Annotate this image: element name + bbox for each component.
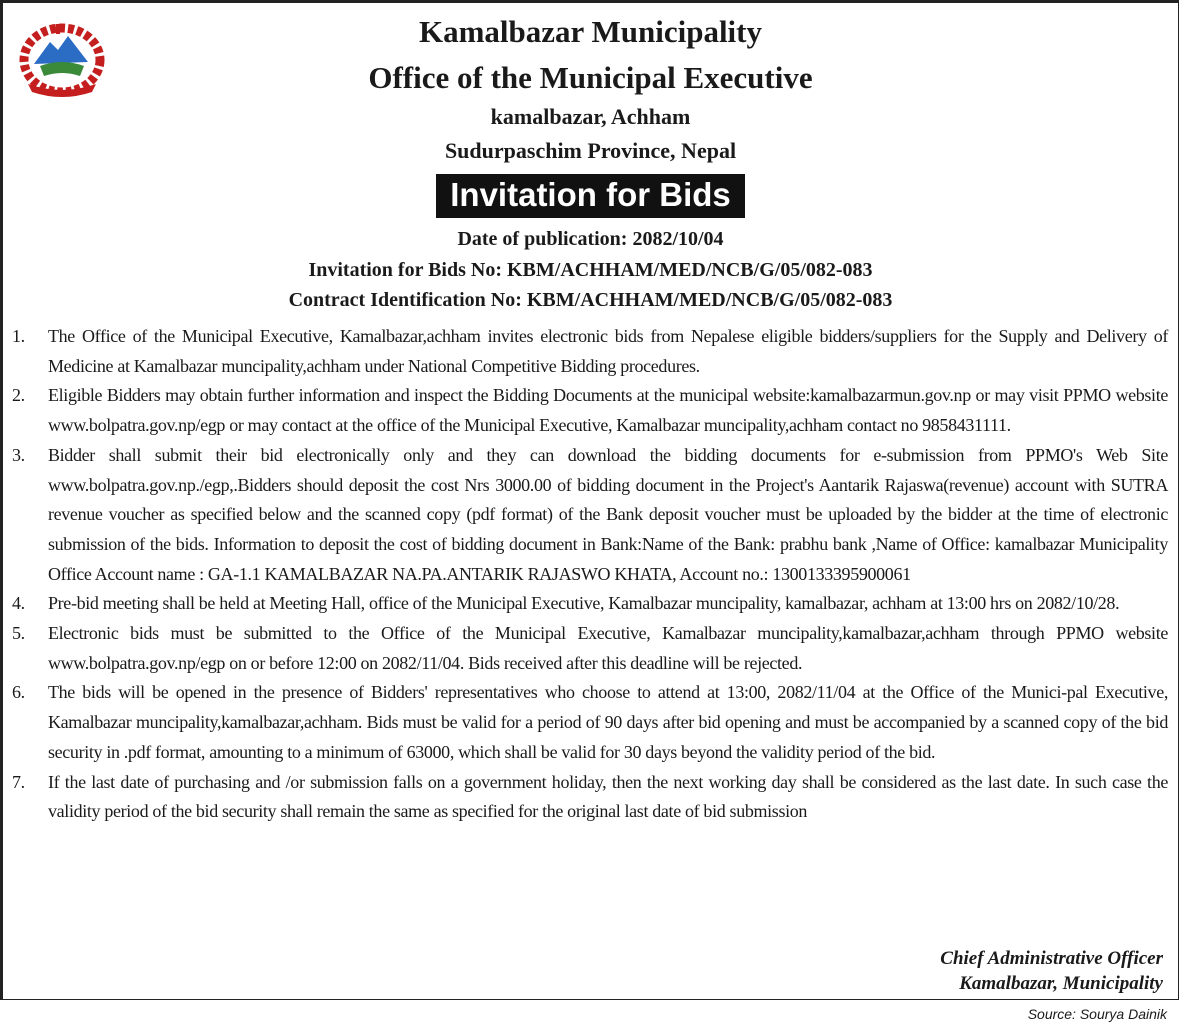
- item-text: If the last date of purchasing and /or submission falls on a government holiday, then the next working day shall be considered as the last date. In such case the validity period of the bid security shall remain the same as specified for the original last date of bid submission: [48, 771, 1168, 822]
- list-item: [12, 441, 1168, 590]
- item-number: 3.: [12, 444, 25, 465]
- item-text: Bidder shall submit their bid electronically only and they can download the bidding documents for e-submission from PPMO's Web Site www.bolpatra.gov.np./egp,.Bidders should deposit the cost Nrs 3000.00 of bidding document in the Project's Aantarik Rajaswa(revenue) account with SUTRA revenue voucher as specified below and the scanned copy (pdf format) of the Bank deposit voucher must be uploaded by the bidder at the time of electronic submission of the bids. Information to deposit the cost of bidding document in Bank:Name of the Bank: prabhu bank ,Name of Office: kamalbazar Municipality Office Account name : GA-1.1 KAMALBAZAR NA.PA.ANTARIK RAJASWO KHATA, Account no.: 1300133395900061: [48, 444, 1168, 584]
- list-item: [12, 678, 1168, 767]
- list-item: [12, 619, 1168, 678]
- list-item: [12, 381, 1168, 440]
- item-number: 2.: [12, 385, 25, 406]
- ifb-number: Invitation for Bids No: KBM/ACHHAM/MED/NCB/G/05/082-083: [308, 259, 873, 281]
- item-number: 4.: [12, 593, 25, 614]
- notice-items: [12, 322, 1168, 827]
- signatory-org: Kamalbazar, Municipality: [959, 973, 1163, 994]
- province: Sudurpaschim Province, Nepal: [444, 138, 737, 163]
- signatory-title: Chief Administrative Officer: [940, 948, 1163, 969]
- item-text: Eligible Bidders may obtain further information and inspect the Bidding Documents at the municipal website:kamalbazarmun.gov.np or may visit PPMO website www.bolpatra.gov.np/egp or may contact at the office of the Municipal Executive, Kamalbazar muncipality,achham contact no 9858431111.: [48, 385, 1168, 436]
- municipality-title: Kamalbazar Municipality: [418, 14, 762, 49]
- publication-date: Date of publication: 2082/10/04: [457, 228, 724, 250]
- item-text: Pre-bid meeting shall be held at Meeting Hall, office of the Municipal Executive, Kamalbazar muncipality, kamalbazar, achham at 13:00 hrs on 2082/10/28.: [48, 593, 1120, 614]
- item-text: The bids will be opened in the presence of Bidders' representatives who choose to attend at 13:00, 2082/11/04 at the Office of the Munici-pal Executive, Kamalbazar muncipality,kamalbazar,achham. Bids must be valid for a period of 90 days after bid opening and must be accompanied by a scanned copy of the bid security in .pdf format, amounting to a minimum of 63000, which shall be valid for 30 days beyond the validity period of the bid.: [48, 682, 1168, 762]
- list-item: [12, 589, 1168, 619]
- contract-number: Contract Identification No: KBM/ACHHAM/MED/NCB/G/05/082-083: [288, 289, 893, 311]
- list-item: [12, 768, 1168, 827]
- office-title: Office of the Municipal Executive: [368, 60, 813, 95]
- item-number: 1.: [12, 326, 25, 346]
- item-number: 6.: [12, 682, 25, 703]
- notice-banner: Invitation for Bids: [436, 174, 745, 218]
- address: kamalbazar, Achham: [490, 104, 691, 129]
- item-text: Electronic bids must be submitted to the Office of the Municipal Executive, Kamalbazar muncipality,kamalbazar,achham through PPMO website www.bolpatra.gov.np/egp on or before 12:00 on 2082/11/04. Bids received after this deadline will be rejected.: [48, 623, 1168, 673]
- list-item: [12, 322, 1168, 381]
- source-credit: Source: Sourya Dainik: [1027, 1006, 1167, 1022]
- item-text: The Office of the Municipal Executive, Kamalbazar,achham invites electronic bids from Nepalese eligible bidders/suppliers for the Supply and Delivery of Medicine at Kamalbazar muncipality,achham under National Competitive Bidding procedures.: [48, 326, 1168, 376]
- item-number: 7.: [12, 771, 25, 792]
- item-number: 5.: [12, 623, 25, 644]
